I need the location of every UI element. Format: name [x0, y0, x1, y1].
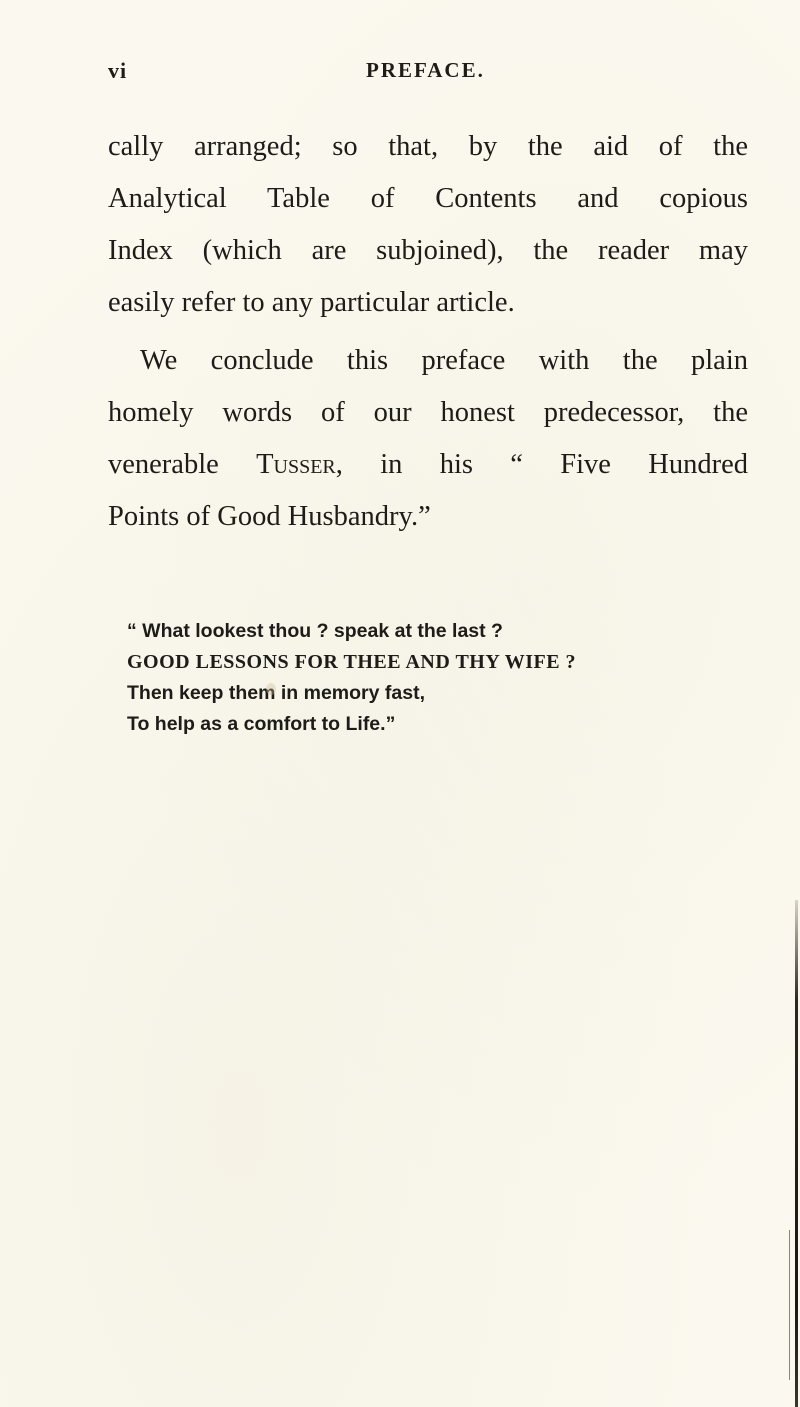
- text-line: easily refer to any particular article.: [108, 287, 515, 318]
- text-line: homely words of our honest predecessor, the: [108, 397, 748, 428]
- page-number: vi: [108, 58, 128, 83]
- text-line: cally arranged; so that, by the aid of the: [108, 131, 748, 162]
- text-line: Analytical Table of Contents and copious: [108, 183, 748, 214]
- text-fragment: venerable: [108, 449, 257, 480]
- page-edge-line: [789, 1230, 791, 1380]
- text-fragment: , in his “ Five Hundred: [335, 449, 748, 480]
- author-name: Tusser: [256, 449, 336, 480]
- verse-quotation: [127, 616, 687, 740]
- text-line: [108, 439, 748, 491]
- paragraph-1: [108, 121, 748, 329]
- running-head: [108, 58, 748, 90]
- ink-smudge: [266, 683, 276, 695]
- page-edge-shadow: [795, 900, 798, 1407]
- verse-line: “ What lookest thou ? speak at the last ?: [127, 620, 503, 642]
- text-line: Points of Good Husbandry.”: [108, 501, 431, 532]
- section-title: PREFACE.: [366, 58, 485, 82]
- text-line: We conclude this preface with the plain: [140, 345, 748, 376]
- paragraph-2: [108, 335, 748, 543]
- verse-line: To help as a comfort to Life.”: [127, 713, 396, 735]
- text-line: Index (which are subjoined), the reader may: [108, 235, 748, 266]
- verse-line: Then keep them in memory fast,: [127, 682, 425, 704]
- verse-line: GOOD LESSONS FOR THEE AND THY WIFE ?: [127, 651, 577, 673]
